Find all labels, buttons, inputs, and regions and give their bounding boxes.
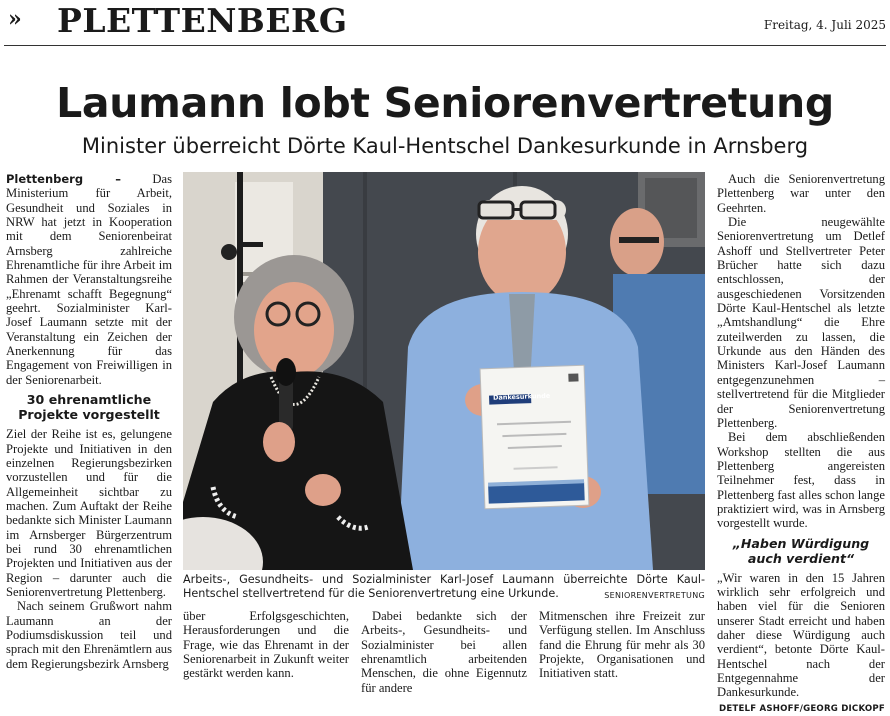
photo-credit: SENIORENVERTRETUNG [604, 591, 705, 600]
byline: DETELF ASHOFF/GEORG DICKOPF [719, 703, 885, 714]
col5-paragraph-4: „Wir waren in den 15 Jahren wirklich sehr erfolgreich und haben viel für die Senioren unserer Stadt erreicht und haben daher diese Würdigung auch verdient“, betonte Dörte Kaul-Hentschel nach der Entgegennahme der Dankesurkunde. [717, 570, 885, 700]
col2-paragraph-1: über Erfolgsgeschichten, Herausforderungen und die Frage, wie das Ehrenamt in der Seniorenarbeit in Zukunft weiter gestärkt werden kann. [183, 609, 349, 681]
section-title: PLETTENBERG [57, 1, 348, 40]
col1-paragraph-3: Nach seinem Grußwort nahm Laumann an der Podiumsdiskussion teil und sprach mit den Ehrenämtlern aus dem Regierungsbezirk Arnsberg [6, 599, 172, 671]
col5-paragraph-2: Die neugewählte Seniorenvertretung um Detlef Ashoff und Stellvertreter Peter Brücher hatte sich dazu entschlossen, der ausgeschiedenen Vorsitzenden Dörte Kaul-Hentschel als letzte „Amtshandlung“ die Ehre zuteilwerden zu lassen, die Urkunde aus den Händen des Ministers Karl-Josef Laumann entgegenzunehmen – stellvertretend für die Mitglieder der Seniorenvertretung Plettenberg. [717, 215, 885, 430]
column-2 [183, 609, 349, 681]
masthead-arrow: » [8, 6, 22, 32]
col5-paragraph-1: Auch die Seniorenvertretung Plettenberg war unter den Geehrten. [717, 172, 885, 215]
dateline: Plettenberg – [6, 172, 122, 186]
issue-date: Freitag, 4. Juli 2025 [763, 18, 886, 32]
col5-subhead: „Haben Würdigung auch verdient“ [732, 535, 870, 566]
headline: Laumann lobt Seniorenvertretung [56, 79, 834, 127]
col1-paragraph-1: Das Ministerium für Arbeit, Gesundheit und Soziales in NRW hat jetzt in Kooperation mit dem Seniorenbeirat Arnsberg zahlreiche Ehrenamtliche für ihre Arbeit im Rahmen der Veranstaltungsreihe „Ehrenamt schafft Begegnung“ geehrt. Sozialminister Karl-Josef Laumann setzte mit der Veranstaltung ein Zeichen der Anerkennung für das Engagement von Freiwilligen in der Seniorenarbeit. [6, 172, 173, 387]
caption-text: Arbeits-, Gesundheits- und Sozialminister Karl-Josef Laumann überreichte Dörte Kaul-Hentschel stellvertretend für die Seniorenvertretung eine Urkunde. [183, 573, 705, 600]
col3-paragraph-1: Dabei bedankte sich der Arbeits-, Gesundheits- und Sozialminister bei allen ehrenamtlich arbeitenden Menschen, die ohne Eigennutz für andere [361, 609, 527, 695]
article-photo [183, 172, 705, 570]
col4-paragraph-1: Mitmenschen ihre Freizeit zur Verfügung stellen. Im Anschluss fand die Ehrung für mehr als 30 Projekte, Organisationen und Initiativen statt. [539, 609, 705, 681]
col1-subhead: 30 ehrenamtliche Projekte vorgestellt [18, 392, 160, 423]
subheadline: Minister überreicht Dörte Kaul-Hentschel Dankesurkunde in Arnsberg [81, 134, 809, 158]
col1-paragraph-2: Ziel der Reihe ist es, gelungene Projekte und Initiativen in den einzelnen Regierungsbezirken vorzustellen und für die Allgemeinheit sichtbar zu machen. Zum Auftakt der Reihe bedankte sich Minister Laumann im Arnsberger Bürgerzentrum bei rund 30 ehrenamtlichen Projekten und Initiativen aus der Region – darunter auch die Seniorenvertretung Plettenberg. [6, 427, 172, 599]
column-3 [361, 609, 527, 695]
column-1 [6, 172, 172, 671]
photo-illustration [183, 172, 705, 570]
certificate-title: Dankesurkunde [492, 391, 551, 402]
column-4 [539, 609, 705, 681]
col5-paragraph-3: Bei dem abschließenden Workshop stellten die aus Plettenberg angereisten Teilnehmer fest, dass in Plettenberg fast alles schon lange praktiziert wird, was in Arnsberg vorgestellt wurde. [717, 430, 885, 531]
masthead-rule [4, 45, 886, 46]
column-5 [717, 172, 885, 716]
